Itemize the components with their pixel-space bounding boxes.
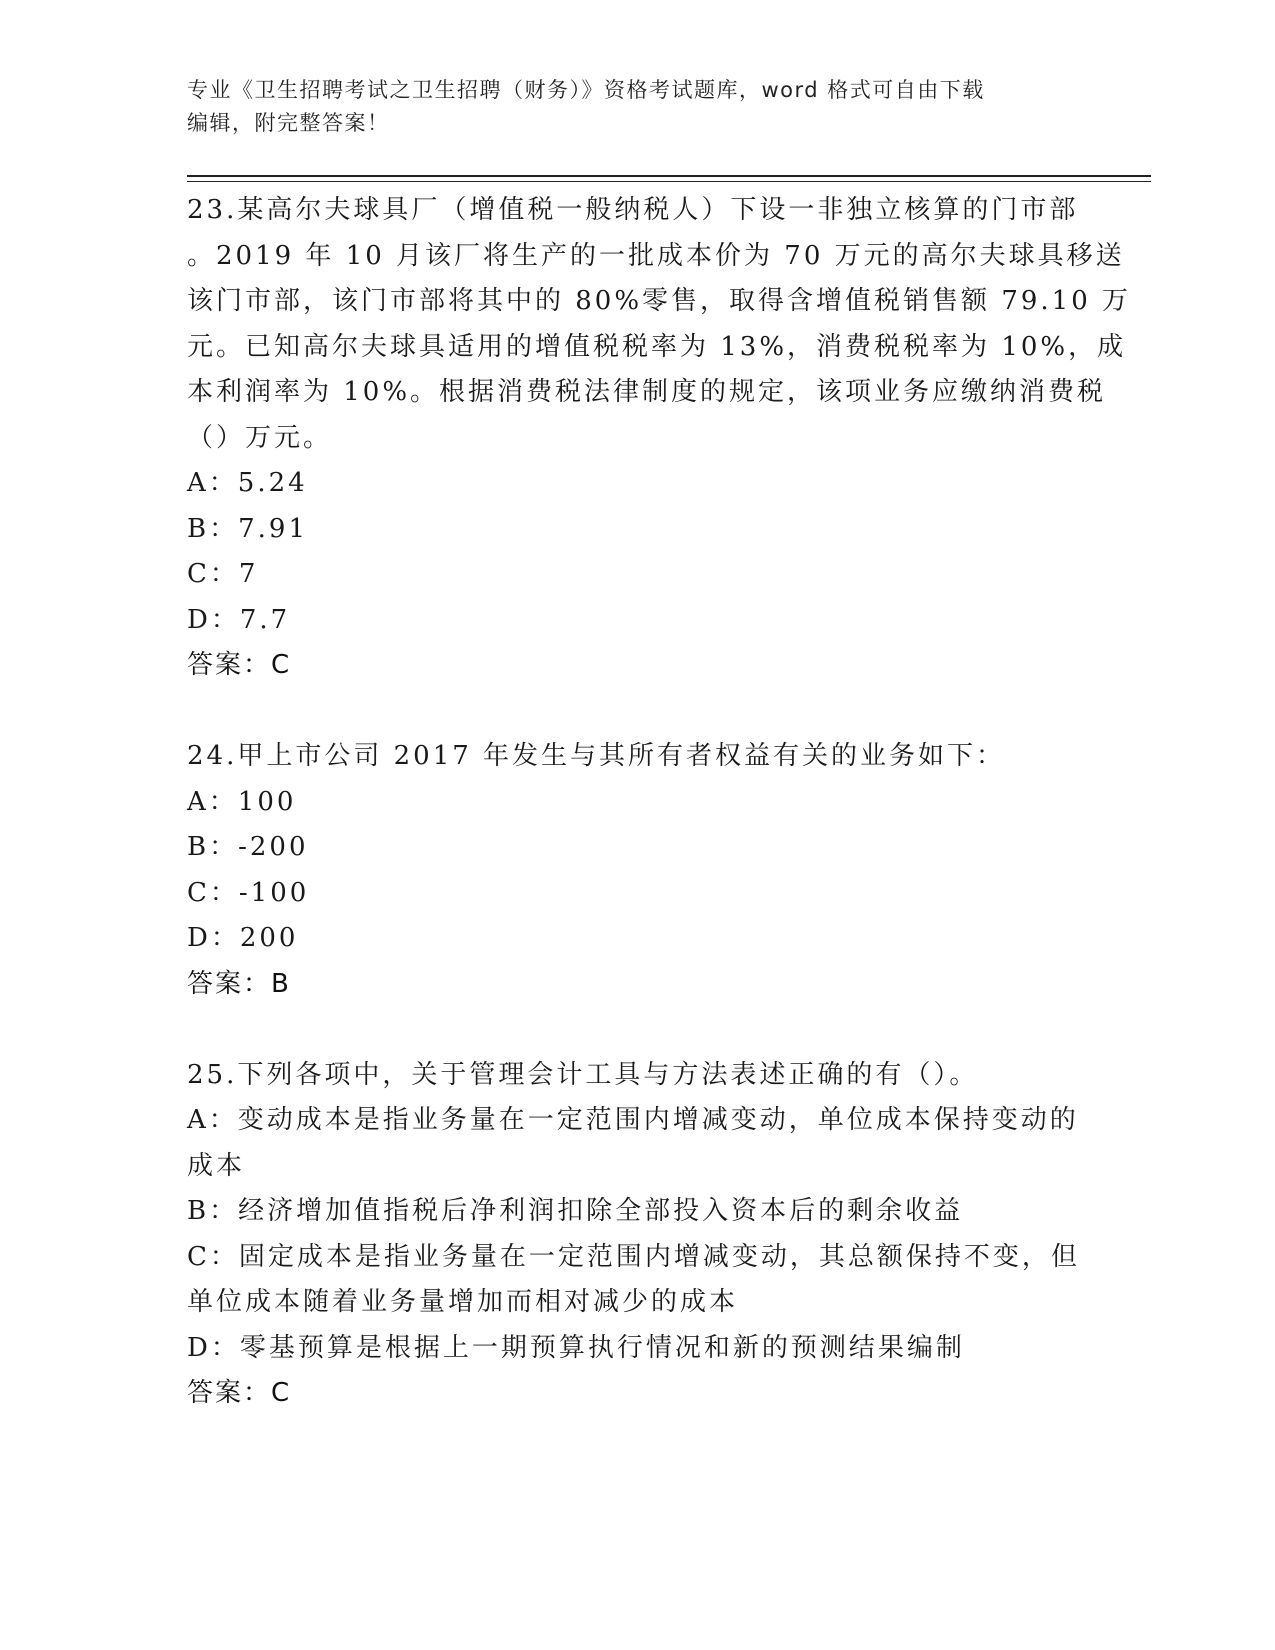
option-c: C：7 (187, 559, 259, 589)
option-d: D：7.7 (187, 604, 291, 635)
question-text-line: 元。已知高尔夫球具适用的增值税税率为 13%，消费税税率为 10%，成 (187, 331, 1127, 362)
header-rule-thick (187, 175, 1151, 177)
question-text-line: 该门市部，该门市部将其中的 80%零售，取得含增值税销售额 79.10 万 (187, 286, 1132, 316)
header-line: 专业《卫生招聘考试之卫生招聘（财务）》资格考试题库，word 格式可自由下载 (187, 78, 985, 102)
question-24 (187, 734, 1087, 1007)
question-text-line: （）万元。 (187, 422, 333, 453)
question-23 (187, 188, 1132, 689)
option-b: B：经济增加值指税后净利润扣除全部投入资本后的剩余收益 (187, 1196, 964, 1226)
option-c: C：-100 (187, 877, 310, 908)
question-text-line: 24.甲上市公司 2017 年发生与其所有者权益有关的业务如下： (187, 741, 1006, 771)
option-d: D：零基预算是根据上一期预算执行情况和新的预测结果编制 (187, 1332, 965, 1363)
option-a: A：100 (187, 786, 297, 817)
option-b: B：-200 (187, 832, 309, 862)
option-a: A：变动成本是指业务量在一定范围内增减变动，单位成本保持变动的 (187, 1105, 1079, 1135)
question-text-line: 23.某高尔夫球具厂（增值税一般纳税人）下设一非独立核算的门市部 (187, 195, 1079, 225)
option-d: D：200 (187, 923, 299, 953)
document-header (187, 74, 1087, 140)
option-b: B：7.91 (187, 513, 308, 544)
question-list (187, 188, 1132, 1417)
question-text-line: 25.下列各项中，关于管理会计工具与方法表述正确的有（）。 (187, 1059, 979, 1090)
option-c-continued: 单位成本随着业务量增加而相对减少的成本 (187, 1287, 739, 1317)
option-a: A：5.24 (187, 468, 308, 498)
header-rule-thin (187, 181, 1151, 182)
answer-line: 答案：C (187, 650, 292, 680)
option-a-continued: 成本 (187, 1150, 246, 1181)
question-25 (187, 1053, 1087, 1417)
answer-line: 答案：C (187, 1378, 292, 1408)
option-c: C：固定成本是指业务量在一定范围内增减变动，其总额保持不变，但 (187, 1241, 1080, 1272)
question-text-line: 本利润率为 10%。根据消费税法律制度的规定，该项业务应缴纳消费税 (187, 377, 1107, 407)
question-text-line: 。2019 年 10 月该厂将生产的一批成本价为 70 万元的高尔夫球具移送 (187, 240, 1125, 271)
question-spacer (187, 1007, 1087, 1053)
answer-line: 答案：B (187, 968, 291, 999)
header-line: 编辑，附完整答案！ (187, 111, 390, 135)
question-spacer (187, 689, 1087, 735)
